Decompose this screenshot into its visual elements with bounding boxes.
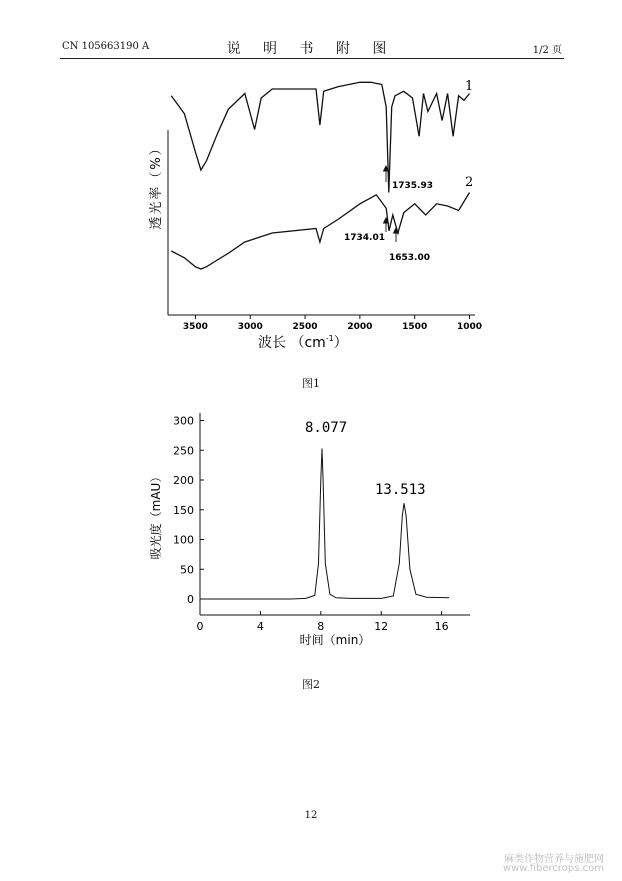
fig2-y-tick-label: 100 <box>173 533 194 547</box>
fig2-x-tick-label: 12 <box>374 620 389 633</box>
fig1-curve-1 <box>171 82 469 192</box>
fig2-y-tick-label: 300 <box>173 414 194 428</box>
figure1-caption: 图1 <box>302 377 320 390</box>
page-indicator: 1/2 页 <box>532 45 562 56</box>
fig2-y-label: 吸光度（mAU） <box>149 470 163 560</box>
patent-number: CN 105663190 A <box>62 41 150 52</box>
fig1-x-tick-label: 1500 <box>402 322 428 332</box>
fig2-y-tick-label: 250 <box>173 444 194 458</box>
fig2-y-tick-label: 150 <box>173 503 194 517</box>
fig2-curve <box>200 449 449 600</box>
fig2-x-tick-label: 0 <box>196 620 204 633</box>
fig2-peak-label-2: 13.513 <box>375 482 426 498</box>
fig1-peak-label-2: 1734.01 <box>344 233 385 243</box>
fig2-x-tick-label: 16 <box>434 620 449 633</box>
page-title: 说 明 书 附 图 <box>226 41 396 57</box>
fig1-y-label: 透光率（%） <box>149 140 164 230</box>
fig2-y-tick-label: 50 <box>180 563 194 577</box>
fig2-x-tick-label: 8 <box>317 620 325 633</box>
fig1-x-tick-label: 2000 <box>347 322 373 332</box>
watermark-url: www.fibercrops.com <box>502 863 604 874</box>
fig2-y-tick-label: 0 <box>187 593 194 606</box>
fig2-peak-label-1: 8.077 <box>305 420 348 436</box>
fig1-peak-arrows <box>384 166 399 242</box>
fig2-x-tick-label: 4 <box>256 620 264 633</box>
fig1-x-tick-label: 1000 <box>456 322 483 332</box>
fig2-x-label: 时间（min） <box>299 633 371 647</box>
chromatogram-chart <box>148 413 470 647</box>
fig1-curve-label-2: 2 <box>465 175 474 190</box>
ir-spectrum-chart <box>148 79 482 351</box>
fig1-peak-label-3: 1653.00 <box>389 253 430 263</box>
fig1-x-label: 波长 $(cm^{-1})$ <box>258 334 348 351</box>
fig1-x-tick-label: 3500 <box>182 322 208 332</box>
fig1-curve-label-1: 1 <box>465 79 474 94</box>
page-number: 12 <box>304 810 318 821</box>
watermark-name: 麻类作物营养与施肥网 <box>504 854 604 865</box>
fig1-x-tick-label: 2500 <box>292 322 318 332</box>
fig2-y-tick-label: 200 <box>173 474 194 487</box>
fig1-peak-label-1: 1735.93 <box>392 181 433 191</box>
figure2-caption: 图2 <box>302 678 320 691</box>
fig1-x-tick-label: 3000 <box>237 322 263 332</box>
